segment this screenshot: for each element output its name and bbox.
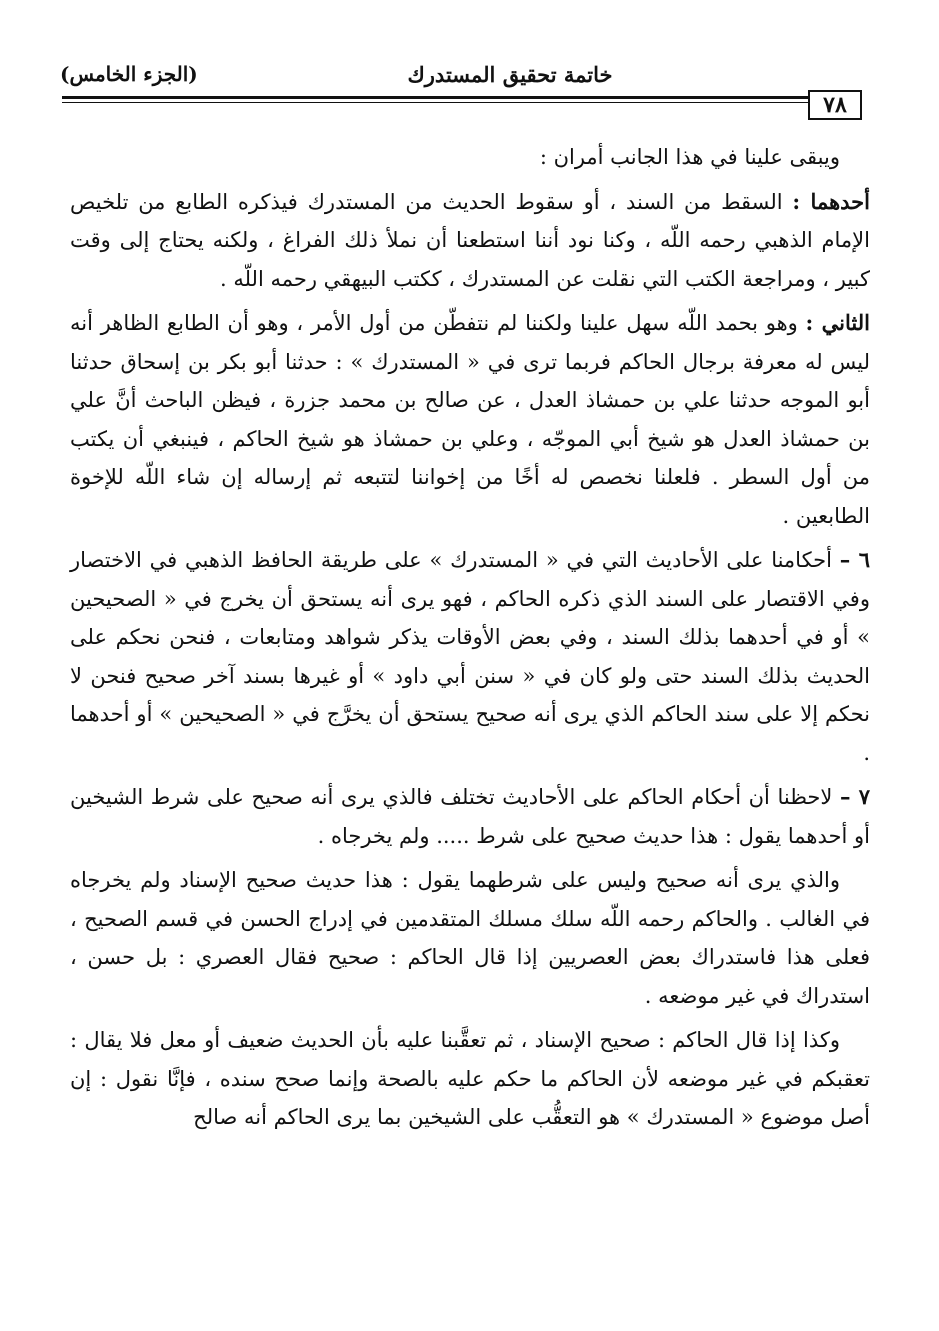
main-text — [70, 138, 870, 1143]
chapter-title: خاتمة تحقيق المستدرك — [407, 62, 613, 87]
paragraph-text: وهو بحمد اللّه سهل علينا ولكننا لم نتفطّن من أول الأمر ، وهو أن الطابع الظاهر أنه ليس له معرفة برجال الحاكم فربما ترى في « المستدرك » : حدثنا أبو بكر بن إسحاق حدثنا أبو الموجه حدثنا علي بن حمشاذ العدل ، عن صالح بن محمد جزرة ، فيظن الباحث أنَّ علي بن حمشاذ العدل هو شيخ أبي الموجّه ، وعلي بن حمشاذ هو شيخ الحاكم ، فينبغي أن يكتب من أول السطر . فلعلنا نخصص له أخًا من إخواننا لتتبعه ثم إرساله إن شاء اللّه للإخوة الطابعين . — [70, 311, 870, 528]
paragraph-item-7 — [70, 778, 870, 855]
paragraph-item-6 — [70, 541, 870, 772]
paragraph-intro: ويبقى علينا في هذا الجانب أمران : — [539, 145, 840, 169]
paragraph-isnad: وكذا إذا قال الحاكم : صحيح الإسناد ، ثم تعقَّبنا عليه بأن الحديث ضعيف أو معل فلا يقال : تعقبكم في غير موضعه لأن الحاكم ما حكم عليه بالصحة وإنما صحح سنده ، فإنَّا نقول : إن أصل موضوع « المستدرك » هو التعقُّب على الشيخين بما يرى الحاكم أنه صالح — [70, 1028, 870, 1129]
header-rule-thin — [62, 102, 808, 103]
running-header — [60, 58, 872, 92]
lead-word: أحدهما : — [792, 188, 870, 214]
volume-label: (الجزء الخامس) — [60, 62, 198, 86]
item-number: ٧ – — [839, 784, 870, 809]
page-number: ٧٨ — [808, 90, 862, 120]
paragraph-second-issue — [70, 304, 870, 535]
item-number: ٦ – — [839, 547, 870, 572]
paragraph-text: لاحظنا أن أحكام الحاكم على الأحاديث تختلف فالذي يرى أنه صحيح على شرط الشيخين أو أحدهما يقول : هذا حديث صحيح على شرط ..... ولم يخرجاه . — [70, 785, 870, 848]
paragraph-text: السقط من السند ، أو سقوط الحديث من المستدرك فيذكره الطابع من تلخيص الإمام الذهبي رحمه اللّه ، وكنا نود أننا استطعنا أن نملأ ذلك الفراغ ، ولكنه يحتاج إلى وقت كبير ، ومراجعة الكتب التي نقلت عن المستدرك ، ككتب البيهقي رحمه اللّه . — [70, 189, 870, 291]
header-rule-thick — [62, 96, 808, 99]
paragraph-first-issue — [70, 183, 870, 299]
paragraph-hasan: والذي يرى أنه صحيح وليس على شرطهما يقول : هذا حديث صحيح الإسناد ولم يخرجاه في الغالب . والحاكم رحمه اللّه سلك مسلك المتقدمين في إدراج الحسن في قسم الصحيح ، فعلى هذا فاستدراك بعض العصريين إذا قال الحاكم : صحيح فقال العصري : بل حسن ، استدراك في غير موضعه . — [70, 868, 870, 1008]
paragraph-text: أحكامنا على الأحاديث التي في « المستدرك » على طريقة الحافظ الذهبي في الاختصار وفي الاقتصار على السند الذي ذكره الحاكم ، فهو يرى أنه يستحق أن يخرج في « الصحيحين » أو في أحدهما بذلك السند ، وفي بعض الأوقات يذكر شواهد ومتابعات ، فنحن نحكم على الحديث بذلك السند حتى ولو كان في « سنن أبي داود » أو غيرها بسند آخر صحيح فنحن لا نحكم إلا على سند الحاكم الذي يرى أنه صحيح يستحق أن يخرَّج في « الصحيحين » أو أحدهما . — [70, 548, 870, 765]
lead-word: الثاني : — [805, 310, 870, 335]
